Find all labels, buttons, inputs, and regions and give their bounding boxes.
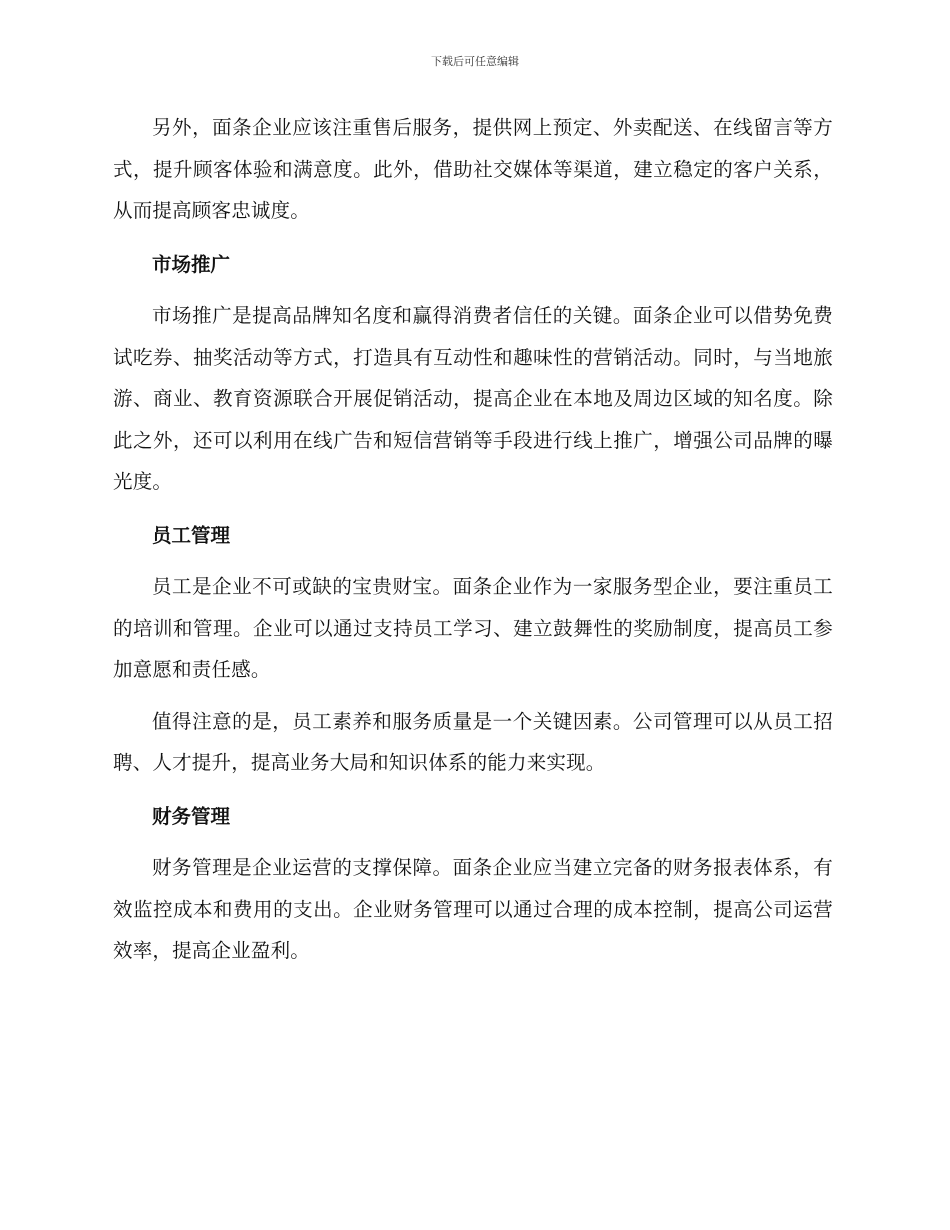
heading-market-promotion: 市场推广 xyxy=(152,252,231,276)
paragraph-market-promotion: 市场推广是提高品牌知名度和赢得消费者信任的关键。面条企业可以借势免费试吃券、抽奖活动等方式，打造具有互动性和趣味性的营销活动。同时，与当地旅游、商业、教育资源联合开展促销活动，提高企业在本地及周边区域的知名度。除此之外，还可以利用在线广告和短信营销等手段进行线上推广，增强公司品牌的曝光度。 xyxy=(113,304,833,493)
paragraph-staff-quality: 值得注意的是，员工素养和服务质量是一个关键因素。公司管理可以从员工招聘、人才提升，提高业务大局和知识体系的能力来实现。 xyxy=(113,709,833,774)
heading-financial-management: 财务管理 xyxy=(152,804,231,828)
spacer xyxy=(113,503,833,515)
spacer xyxy=(113,691,833,701)
paragraph-financial-management: 财务管理是企业运营的支撑保障。面条企业应当建立完备的财务报表体系，有效监控成本和费用的支出。企业财务管理可以通过合理的成本控制，提高公司运营效率，提高企业盈利。 xyxy=(113,856,833,962)
spacer xyxy=(113,837,833,847)
spacer xyxy=(113,556,833,566)
spacer xyxy=(113,784,833,796)
page-header-note: 下载后可任意编辑 xyxy=(431,55,519,68)
spacer xyxy=(113,285,833,295)
paragraph-staff-training: 员工是企业不可或缺的宝贵财宝。面条企业作为一家服务型企业，要注重员工的培训和管理。企业可以通过支持员工学习、建立鼓舞性的奖励制度，提高员工参加意愿和责任感。 xyxy=(113,575,833,681)
paragraph-after-sales-service: 另外，面条企业应该注重售后服务，提供网上预定、外卖配送、在线留言等方式，提升顾客体验和满意度。此外，借助社交媒体等渠道，建立稳定的客户关系，从而提高顾客忠诚度。 xyxy=(113,116,833,222)
document-body xyxy=(113,107,833,972)
spacer xyxy=(113,232,833,244)
heading-staff-management: 员工管理 xyxy=(152,523,231,547)
